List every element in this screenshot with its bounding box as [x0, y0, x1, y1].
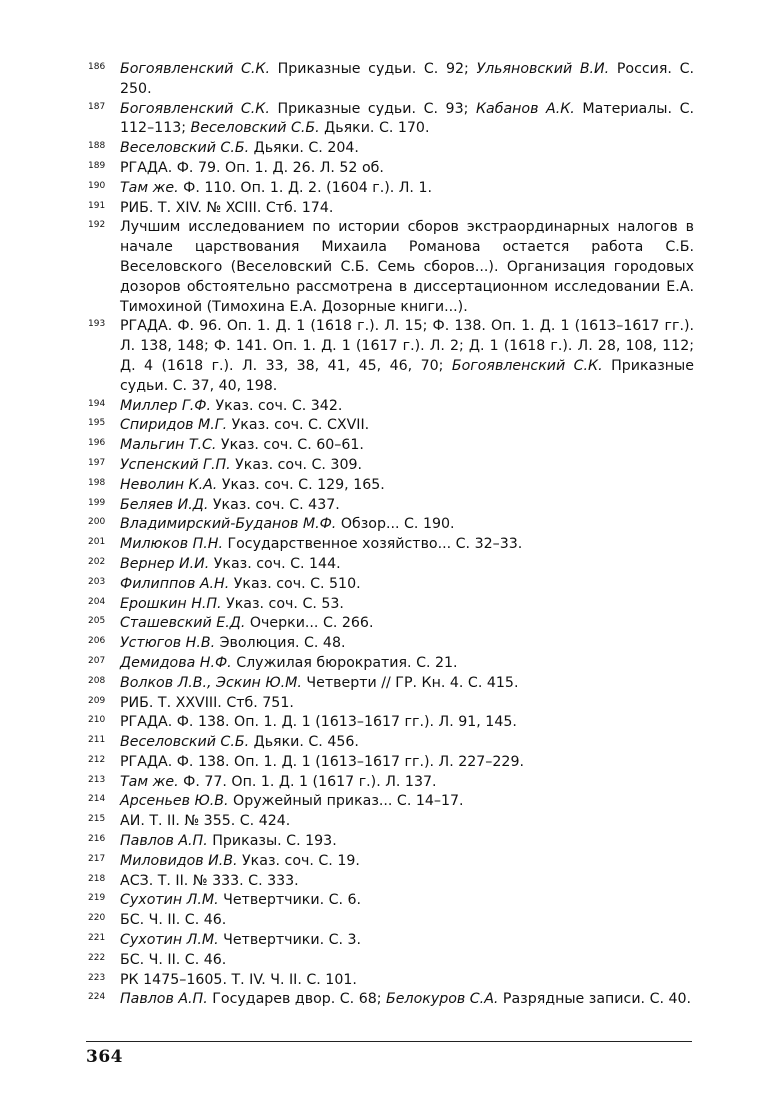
footnote-text	[120, 575, 694, 595]
footnote-segment: Ф. 77. Оп. 1. Д. 1 (1617 г.). Л. 137.	[178, 773, 437, 790]
footnote-author: Богоявленский С.К.	[120, 61, 270, 77]
footnote-text	[120, 773, 694, 793]
footnote-number: 218	[88, 873, 106, 884]
footnote-segment: Государственное хозяйство... С. 32–33.	[222, 536, 523, 553]
footnote-author: Веселовский С.Б.	[120, 140, 250, 157]
footnote-text	[120, 694, 694, 714]
footnote-segment: Материалы. С. 112–113;	[120, 100, 694, 137]
footnote-text	[120, 595, 694, 615]
footnote-author: Веселовский С.Б.	[120, 734, 250, 751]
footnote-text	[120, 199, 694, 219]
footnote-text	[120, 614, 694, 634]
footnote-text	[120, 990, 694, 1010]
footnote-number: 191	[88, 200, 106, 211]
footnote-author: Мальгин Т.С.	[120, 437, 217, 454]
footnote-segment: Указ. соч. С. 144.	[209, 555, 341, 572]
footnote-segment: РГАДА. Ф. 138. Оп. 1. Д. 1 (1613–1617 гг.). Л. 227–229.	[120, 753, 524, 770]
footnotes-list	[88, 60, 694, 1010]
footnote-author: Белокуров С.А.	[386, 991, 499, 1008]
footnote-number: 219	[88, 893, 106, 904]
footnote-text	[120, 634, 694, 654]
footnote-segment: Четвертчики. С. 3.	[218, 932, 362, 949]
footnote-author: Ульяновский В.И.	[476, 61, 610, 77]
footnote	[88, 139, 694, 159]
footnote-number: 220	[88, 913, 106, 924]
footnote-author: Богоявленский С.К.	[120, 100, 270, 117]
footnote-author: Кабанов А.К.	[475, 100, 575, 117]
footnote-number: 224	[88, 992, 106, 1003]
footnote	[88, 654, 694, 674]
footnote-text	[120, 674, 694, 694]
footnote-number: 188	[88, 141, 106, 152]
footnote-segment: Приказные судьи. С. 37, 40, 198.	[120, 357, 694, 394]
footnote-author: Сухотин Л.М.	[120, 932, 219, 949]
footnote-number: 199	[88, 497, 106, 508]
footnote-segment: Россия. С. 250.	[120, 61, 694, 97]
footnote-author: Там же.	[120, 773, 179, 790]
footnote-segment: Разрядные записи. С. 40.	[498, 991, 692, 1008]
footnote-number: 211	[88, 735, 106, 746]
footnote	[88, 931, 694, 951]
footnote-text	[120, 159, 694, 179]
footnote	[88, 753, 694, 773]
footnote-segment: Указ. соч. С. 129, 165.	[217, 476, 385, 493]
footnote-number: 205	[88, 616, 106, 627]
footnote-segment: Приказные судьи. С. 93;	[269, 100, 476, 117]
footnote-number: 213	[88, 774, 106, 785]
footnote-segment: БС. Ч. II. С. 46.	[120, 912, 227, 929]
footnote-author: Веселовский С.Б.	[190, 120, 320, 137]
footnote-number: 201	[88, 537, 106, 548]
page-number-rule	[86, 1041, 692, 1042]
footnote-segment: Указ. соч. С. 309.	[230, 456, 363, 473]
footnote-text	[120, 792, 694, 812]
footnote-number: 197	[88, 457, 106, 468]
footnote-author: Спиридов М.Г.	[120, 417, 228, 434]
footnote-segment: РГАДА. Ф. 79. Оп. 1. Д. 26. Л. 52 об.	[120, 159, 384, 176]
footnote-author: Богоявленский С.К.	[451, 357, 603, 374]
footnote-text	[120, 179, 694, 199]
footnote-segment: Дьяки. С. 170.	[319, 120, 430, 137]
footnote-number: 210	[88, 715, 106, 726]
footnote-text	[120, 951, 694, 971]
footnote-author: Волков Л.В., Эскин Ю.М.	[120, 674, 302, 691]
footnote-segment: РГАДА. Ф. 96. Оп. 1. Д. 1 (1618 г.). Л. 15; Ф. 138. Оп. 1. Д. 1 (1613–1617 гг.). Л. 138, 148; Ф. 141. Оп. 1. Д. 1 (1617 г.). Л. 2; Д. 1 (1618 г.). Л. 28, 108, 112; Д. 4 (1618 г.). Л. 33, 38, 41, 45, 46, 70;	[120, 318, 694, 374]
footnote-text	[120, 476, 694, 496]
footnote-segment: АИ. Т. II. № 355. С. 424.	[120, 813, 291, 830]
footnote	[88, 990, 694, 1010]
footnote-number: 192	[88, 220, 106, 231]
footnote-segment: Указ. соч. С. CXVII.	[227, 417, 370, 434]
footnote-segment: Четверти // ГР. Кн. 4. С. 415.	[301, 674, 519, 691]
footnote	[88, 971, 694, 991]
footnote	[88, 951, 694, 971]
footnote-number: 189	[88, 160, 106, 171]
footnote-author: Павлов А.П.	[120, 991, 208, 1008]
footnote	[88, 416, 694, 436]
footnote	[88, 713, 694, 733]
footnote	[88, 595, 694, 615]
footnote	[88, 832, 694, 852]
footnote	[88, 159, 694, 179]
footnote-text	[120, 911, 694, 931]
footnote-text	[120, 872, 694, 892]
footnote-segment: Дьяки. С. 456.	[249, 734, 359, 751]
footnote	[88, 694, 694, 714]
footnote-author: Устюгов Н.В.	[120, 635, 216, 652]
footnote-author: Демидова Н.Ф.	[120, 654, 232, 671]
footnote	[88, 199, 694, 219]
footnote-segment: Указ. соч. С. 342.	[210, 397, 343, 414]
footnote-segment: Обзор... С. 190.	[336, 516, 455, 533]
footnote-author: Ерошкин Н.П.	[120, 595, 222, 612]
footnote-author: Вернер И.И.	[120, 555, 210, 572]
footnote	[88, 872, 694, 892]
footnote	[88, 773, 694, 793]
footnote-text	[120, 397, 694, 417]
footnote	[88, 397, 694, 417]
footnote-number: 223	[88, 972, 106, 983]
footnote-number: 215	[88, 814, 106, 825]
footnote-text	[120, 891, 694, 911]
footnote-segment: РГАДА. Ф. 138. Оп. 1. Д. 1 (1613–1617 гг.). Л. 91, 145.	[120, 714, 517, 731]
footnote-text	[120, 832, 694, 852]
footnote	[88, 515, 694, 535]
footnote-author: Милюков П.Н.	[120, 536, 223, 553]
footnote-number: 207	[88, 655, 106, 666]
footnote-number: 186	[88, 62, 106, 72]
footnote-number: 212	[88, 754, 106, 765]
footnote-author: Там же.	[120, 179, 179, 196]
footnote-number: 206	[88, 636, 106, 647]
footnote	[88, 852, 694, 872]
footnote-text	[120, 971, 694, 991]
footnote-text	[120, 436, 694, 456]
footnote-text	[120, 753, 694, 773]
footnote-author: Владимирский-Буданов М.Ф.	[120, 516, 337, 533]
footnote-segment: Приказы. С. 193.	[207, 833, 337, 850]
footnote-author: Миловидов И.В.	[120, 852, 238, 869]
footnote-text	[120, 218, 694, 317]
footnote-number: 202	[88, 556, 106, 567]
footnote	[88, 812, 694, 832]
footnote-text	[120, 416, 694, 436]
footnote-number: 222	[88, 952, 106, 963]
footnote-author: Сташевский Е.Д.	[120, 615, 246, 632]
footnote-author: Павлов А.П.	[120, 833, 208, 850]
footnote-text	[120, 555, 694, 575]
footnote-number: 221	[88, 933, 106, 944]
footnote-segment: Лучшим исследованием по истории сборов экстраординарных налогов в начале царствования Михаила Романова остается работа С.Б. Веселовского (Веселовский С.Б. Семь сборов...). Организация городовых дозоров обстоятельно рассмотрена в диссертационном исследовании Е.А. Тимохиной (Тимохина Е.А. Дозорные книги...).	[120, 219, 694, 315]
footnote-segment: Четвертчики. С. 6.	[218, 892, 362, 909]
footnote	[88, 674, 694, 694]
footnote	[88, 911, 694, 931]
footnote-text	[120, 931, 694, 951]
footnote-author: Успенский Г.П.	[120, 456, 231, 473]
footnote	[88, 100, 694, 140]
page-number: 364	[86, 1047, 123, 1067]
footnote-segment: РИБ. Т. XIV. № XCIII. Стб. 174.	[120, 199, 334, 216]
footnote-number: 190	[88, 180, 106, 191]
footnote-number: 208	[88, 675, 106, 686]
footnote-segment: Указ. соч. С. 53.	[221, 595, 344, 612]
footnote	[88, 436, 694, 456]
footnote-text	[120, 812, 694, 832]
footnote-segment: Оружейный приказ... С. 14–17.	[228, 793, 464, 810]
footnote	[88, 733, 694, 753]
footnote-segment: Дьяки. С. 204.	[249, 140, 359, 157]
footnote-text	[120, 654, 694, 674]
footnote-text	[120, 515, 694, 535]
footnote	[88, 535, 694, 555]
footnote-text	[120, 852, 694, 872]
footnote	[88, 60, 694, 100]
footnote	[88, 792, 694, 812]
footnote-segment: Эволюция. С. 48.	[215, 635, 346, 652]
footnote-author: Филиппов А.Н.	[120, 575, 230, 592]
footnote-text	[120, 713, 694, 733]
footnote-number: 200	[88, 517, 106, 528]
footnote-text	[120, 496, 694, 516]
footnote	[88, 614, 694, 634]
footnote-number: 196	[88, 438, 106, 449]
footnote-segment: Служилая бюрократия. С. 21.	[231, 654, 458, 671]
footnote-number: 216	[88, 834, 106, 845]
footnote-number: 187	[88, 101, 106, 112]
footnote-author: Арсеньев Ю.В.	[120, 793, 229, 810]
footnote	[88, 634, 694, 654]
footnote	[88, 456, 694, 476]
footnote-segment: Указ. соч. С. 510.	[229, 575, 361, 592]
footnote-segment: БС. Ч. II. С. 46.	[120, 951, 227, 968]
footnote-segment: Приказные судьи. С. 92;	[269, 61, 477, 77]
footnote-segment: Государев двор. С. 68;	[207, 991, 387, 1008]
footnote-segment: Указ. соч. С. 60–61.	[216, 437, 364, 454]
footnote-author: Миллер Г.Ф.	[120, 397, 211, 414]
footnote-author: Беляев И.Д.	[120, 496, 209, 513]
footnote-segment: Указ. соч. С. 437.	[208, 496, 340, 513]
footnote-segment: АСЗ. Т. II. № 333. С. 333.	[120, 872, 299, 889]
footnote-segment: Ф. 110. Оп. 1. Д. 2. (1604 г.). Л. 1.	[178, 179, 432, 196]
footnote-number: 195	[88, 418, 106, 429]
footnote-number: 193	[88, 319, 106, 330]
footnote	[88, 555, 694, 575]
footnote-number: 198	[88, 477, 106, 488]
footnote	[88, 496, 694, 516]
footnote-author: Неволин К.А.	[120, 476, 218, 493]
footnote	[88, 317, 694, 396]
footnote-number: 203	[88, 576, 106, 587]
footnote-author: Сухотин Л.М.	[120, 892, 219, 909]
footnote-number: 214	[88, 794, 106, 805]
footnote-text	[120, 535, 694, 555]
footnote-segment: РК 1475–1605. Т. IV. Ч. II. С. 101.	[120, 971, 357, 988]
footnote-number: 204	[88, 596, 106, 607]
footnote	[88, 891, 694, 911]
footnote-text	[120, 100, 694, 140]
footnote-text	[120, 139, 694, 159]
footnote	[88, 218, 694, 317]
footnote-segment: РИБ. Т. XXVIII. Стб. 751.	[120, 694, 294, 711]
footnote	[88, 476, 694, 496]
footnote-text	[120, 733, 694, 753]
footnote-text	[120, 317, 694, 396]
footnote	[88, 575, 694, 595]
footnote-text	[120, 60, 694, 100]
footnote-segment: Указ. соч. С. 19.	[237, 852, 360, 869]
footnote-number: 194	[88, 398, 106, 409]
footnote	[88, 179, 694, 199]
footnote-segment: Очерки... С. 266.	[245, 615, 374, 632]
footnote-text	[120, 456, 694, 476]
footnote-number: 209	[88, 695, 106, 706]
footnote-number: 217	[88, 853, 106, 864]
